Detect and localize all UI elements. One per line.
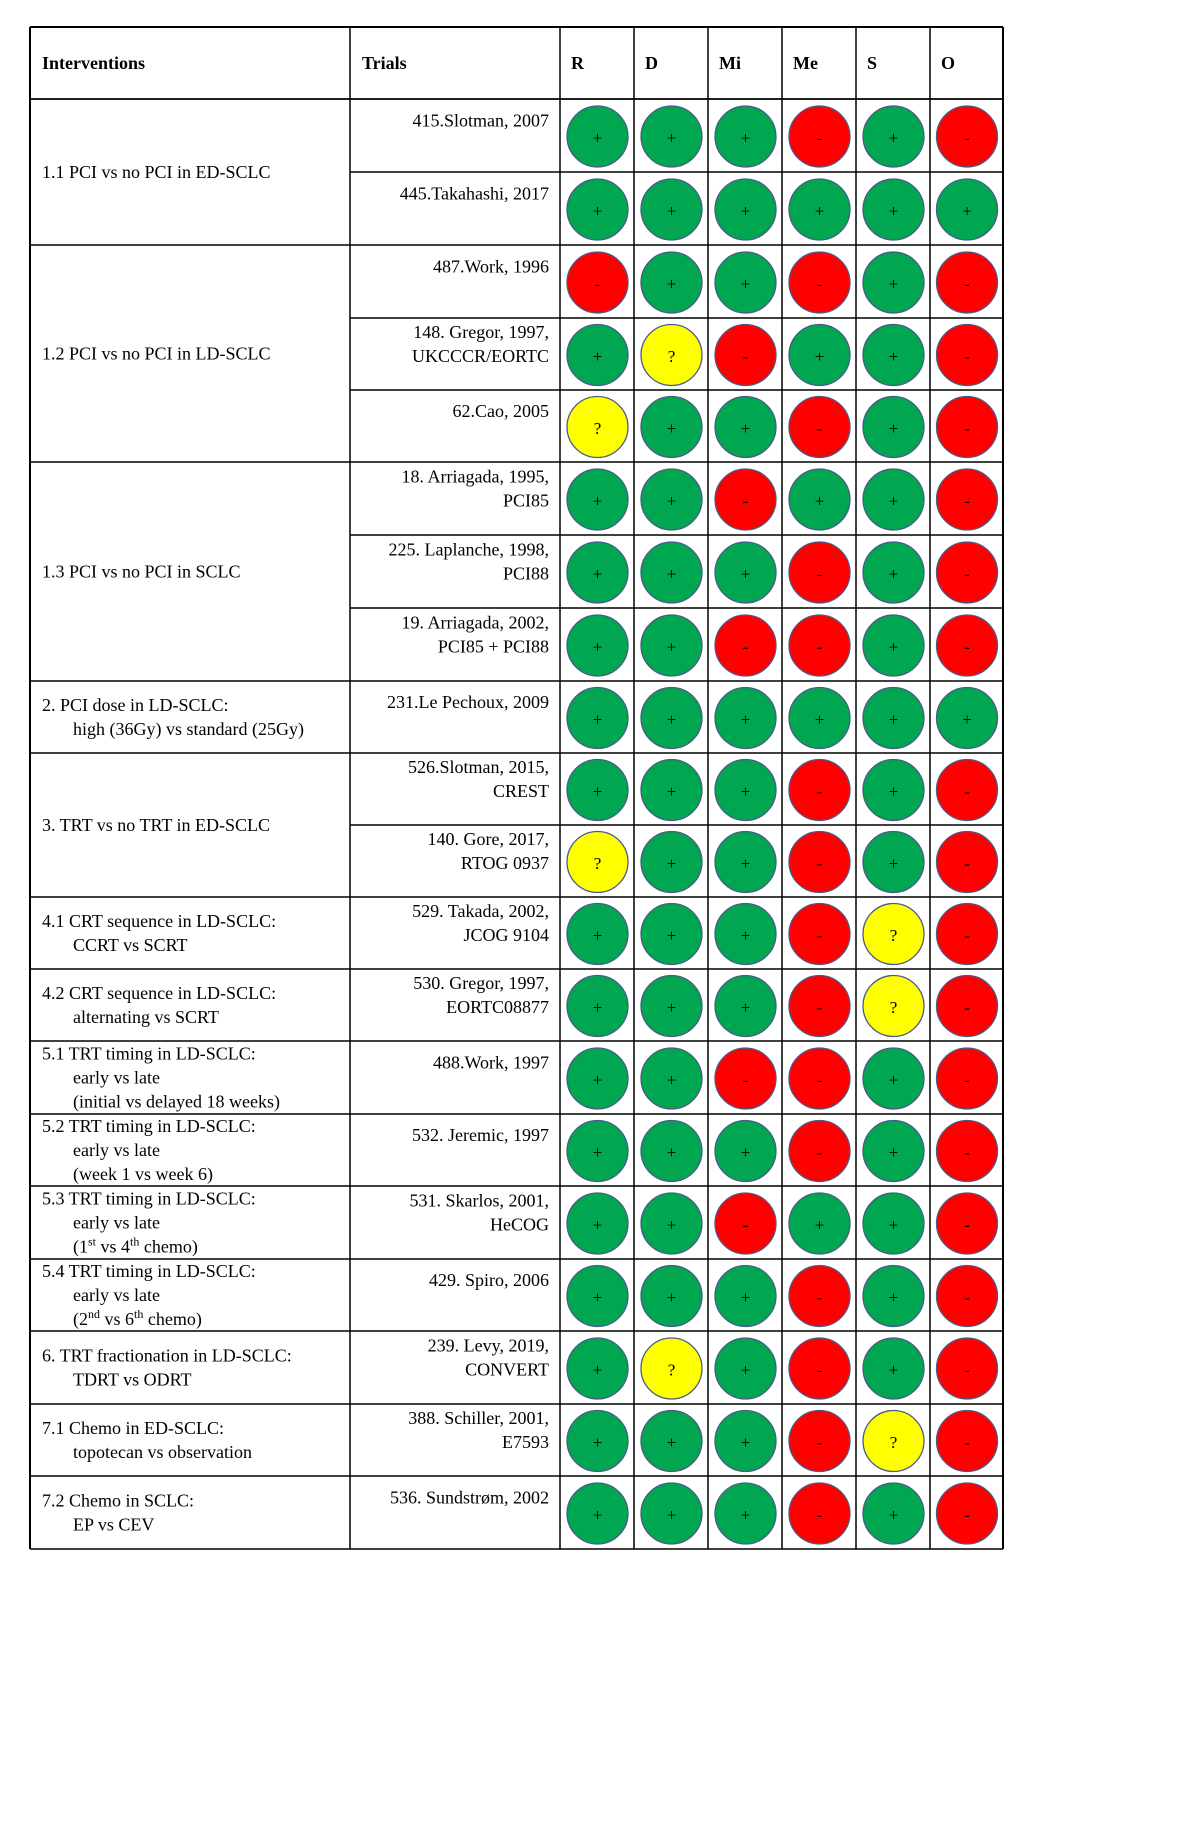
rating-mi-symbol: + xyxy=(740,274,751,294)
rating-mi-symbol: + xyxy=(740,710,751,729)
intervention-label: (week 1 vs week 6) xyxy=(73,1164,213,1184)
rating-me-symbol: - xyxy=(816,926,823,945)
intervention-label: 4.1 CRT sequence in LD-SCLC: xyxy=(42,911,277,931)
rating-me-symbol: + xyxy=(814,201,825,221)
trial-name: PCI88 xyxy=(502,563,549,584)
rating-r-symbol: + xyxy=(592,1215,603,1235)
rating-d-symbol: ? xyxy=(667,1360,676,1380)
intervention-label: 5.3 TRT timing in LD-SCLC: xyxy=(42,1188,256,1209)
trial-name: 18. Arriagada, 1995, xyxy=(401,466,549,487)
rating-d-symbol: + xyxy=(666,564,677,584)
trial-name: 487.Work, 1996 xyxy=(432,256,549,277)
intervention-label: early vs late xyxy=(73,1067,160,1088)
rating-s-symbol: + xyxy=(888,854,899,873)
trial-name: 531. Skarlos, 2001, xyxy=(409,1190,549,1211)
trial-name: 231.Le Pechoux, 2009 xyxy=(387,692,549,712)
intervention-label: TDRT vs ODRT xyxy=(73,1369,192,1390)
rating-s-symbol: + xyxy=(888,128,899,148)
rating-me-symbol: - xyxy=(816,998,823,1017)
rating-s-symbol: + xyxy=(888,710,899,729)
trial-name: 488.Work, 1997 xyxy=(432,1052,549,1073)
rating-d-symbol: + xyxy=(666,1505,677,1525)
rating-s-symbol: + xyxy=(888,1288,899,1307)
rating-mi-symbol: + xyxy=(740,998,751,1017)
trial-name: CREST xyxy=(492,781,549,801)
intervention-label: high (36Gy) vs standard (25Gy) xyxy=(73,719,304,739)
rating-d-symbol: + xyxy=(666,1215,677,1235)
rating-o-symbol: - xyxy=(964,1433,970,1452)
rating-d-symbol: + xyxy=(666,1288,677,1307)
rating-me-symbol: + xyxy=(814,1215,825,1235)
intervention-label: (2nd vs 6th chemo) xyxy=(73,1307,202,1329)
rating-s-symbol: + xyxy=(888,1070,899,1090)
rating-mi-symbol: + xyxy=(740,782,751,801)
rating-d-symbol: + xyxy=(666,201,677,221)
rating-o-symbol: - xyxy=(964,419,970,438)
rating-s-symbol: + xyxy=(888,274,899,294)
rating-s-symbol: + xyxy=(888,491,899,511)
trial-name: 415.Slotman, 2007 xyxy=(412,110,549,131)
header-me: Me xyxy=(793,53,818,73)
intervention-label: early vs late xyxy=(73,1285,160,1305)
rating-d-symbol: + xyxy=(666,710,677,729)
rating-mi-symbol: + xyxy=(740,1288,751,1307)
rating-d-symbol: + xyxy=(666,419,677,438)
rating-s-symbol: ? xyxy=(889,1433,898,1452)
trial-name: 429. Spiro, 2006 xyxy=(428,1270,549,1290)
intervention-label: 7.2 Chemo in SCLC: xyxy=(42,1490,195,1511)
rating-s-symbol: ? xyxy=(889,926,898,945)
rating-mi-symbol: - xyxy=(742,1070,749,1090)
rating-me-symbol: - xyxy=(816,564,823,584)
rating-mi-symbol: + xyxy=(740,419,751,438)
rating-r-symbol: + xyxy=(592,1360,603,1380)
rating-s-symbol: + xyxy=(888,1360,899,1380)
trial-name: 140. Gore, 2017, xyxy=(427,829,549,849)
intervention-label: alternating vs SCRT xyxy=(73,1007,219,1027)
intervention-label: early vs late xyxy=(73,1140,160,1160)
rating-me-symbol: - xyxy=(816,782,823,801)
rating-me-symbol: + xyxy=(814,710,825,729)
rating-o-symbol: - xyxy=(964,347,970,366)
intervention-label: 1.2 PCI vs no PCI in LD-SCLC xyxy=(42,343,271,364)
rating-mi-symbol: - xyxy=(742,491,749,511)
rating-me-symbol: - xyxy=(816,854,823,873)
rating-s-symbol: + xyxy=(888,201,899,221)
trial-name: JCOG 9104 xyxy=(463,925,549,945)
header-s: S xyxy=(867,53,878,73)
trial-name: 536. Sundstrøm, 2002 xyxy=(389,1487,549,1508)
trial-name: 19. Arriagada, 2002, xyxy=(401,612,549,633)
intervention-label: 5.4 TRT timing in LD-SCLC: xyxy=(42,1261,256,1281)
rating-me-symbol: + xyxy=(814,491,825,511)
rating-s-symbol: + xyxy=(888,782,899,801)
rating-d-symbol: + xyxy=(666,926,677,945)
rating-o-symbol: + xyxy=(962,201,972,221)
rating-d-symbol: + xyxy=(666,1070,677,1090)
intervention-label: 1.1 PCI vs no PCI in ED-SCLC xyxy=(42,162,271,182)
rating-r-symbol: + xyxy=(592,710,603,729)
rating-r-symbol: + xyxy=(592,128,603,148)
intervention-label: 1.3 PCI vs no PCI in SCLC xyxy=(42,561,241,582)
header-mi: Mi xyxy=(719,53,741,73)
rating-me-symbol: - xyxy=(816,637,823,657)
rating-s-symbol: + xyxy=(888,347,899,366)
rating-s-symbol: + xyxy=(888,1505,899,1525)
rating-me-symbol: - xyxy=(816,128,823,148)
rating-d-symbol: + xyxy=(666,998,677,1017)
trial-name: PCI85 + PCI88 xyxy=(437,636,549,657)
rating-o-symbol: + xyxy=(962,710,972,729)
intervention-label: EP vs CEV xyxy=(73,1514,155,1535)
intervention-label: 3. TRT vs no TRT in ED-SCLC xyxy=(42,815,271,835)
rating-d-symbol: + xyxy=(666,637,677,657)
trial-name: RTOG 0937 xyxy=(460,853,549,873)
trial-name: UKCCCR/EORTC xyxy=(412,346,549,366)
rating-d-symbol: + xyxy=(666,274,677,294)
rating-me-symbol: - xyxy=(816,1360,823,1380)
rating-o-symbol: - xyxy=(964,491,970,511)
header-interventions: Interventions xyxy=(42,53,145,73)
rating-d-symbol: + xyxy=(666,854,677,873)
intervention-label: 6. TRT fractionation in LD-SCLC: xyxy=(42,1345,292,1366)
intervention-label: 4.2 CRT sequence in LD-SCLC: xyxy=(42,983,277,1003)
rating-mi-symbol: - xyxy=(742,1215,749,1235)
rating-d-symbol: ? xyxy=(667,347,676,366)
rating-me-symbol: - xyxy=(816,1143,823,1162)
rating-o-symbol: - xyxy=(964,782,970,801)
intervention-label: early vs late xyxy=(73,1212,160,1233)
rating-r-symbol: + xyxy=(592,347,603,366)
header-o: O xyxy=(941,53,956,73)
trial-name: PCI85 xyxy=(502,490,549,511)
rating-me-symbol: + xyxy=(814,347,825,366)
intervention-label: 7.1 Chemo in ED-SCLC: xyxy=(42,1418,225,1438)
rating-me-symbol: - xyxy=(816,419,823,438)
header-r: R xyxy=(571,53,584,73)
rating-d-symbol: + xyxy=(666,1143,677,1162)
rating-o-symbol: - xyxy=(964,637,970,657)
rating-s-symbol: + xyxy=(888,637,899,657)
rating-s-symbol: + xyxy=(888,564,899,584)
trial-name: 529. Takada, 2002, xyxy=(412,901,549,921)
rating-mi-symbol: - xyxy=(742,347,749,366)
trial-name: 148. Gregor, 1997, xyxy=(413,322,549,342)
rating-o-symbol: - xyxy=(964,1070,970,1090)
intervention-label: 5.1 TRT timing in LD-SCLC: xyxy=(42,1043,256,1064)
rating-r-symbol: ? xyxy=(593,419,602,438)
trial-name: 526.Slotman, 2015, xyxy=(407,757,549,777)
rating-me-symbol: - xyxy=(816,1505,823,1525)
rating-o-symbol: - xyxy=(964,1143,970,1162)
trial-name: 225. Laplanche, 1998, xyxy=(388,539,549,560)
rating-d-symbol: + xyxy=(666,491,677,511)
rating-me-symbol: - xyxy=(816,274,823,294)
rating-d-symbol: + xyxy=(666,128,677,148)
intervention-label: topotecan vs observation xyxy=(73,1442,252,1462)
rating-o-symbol: - xyxy=(964,564,970,584)
rating-s-symbol: + xyxy=(888,1143,899,1162)
rating-r-symbol: + xyxy=(592,782,603,801)
trial-name: 239. Levy, 2019, xyxy=(427,1335,549,1356)
trial-name: E7593 xyxy=(502,1432,549,1452)
rating-s-symbol: ? xyxy=(889,998,898,1017)
rating-s-symbol: + xyxy=(888,419,899,438)
rating-mi-symbol: + xyxy=(740,1433,751,1452)
rating-o-symbol: - xyxy=(964,926,970,945)
rating-o-symbol: - xyxy=(964,128,970,148)
rating-mi-symbol: + xyxy=(740,128,751,148)
rating-r-symbol: + xyxy=(592,998,603,1017)
trial-name: 445.Takahashi, 2017 xyxy=(399,183,549,204)
header-trials: Trials xyxy=(362,53,407,73)
trial-name: 62.Cao, 2005 xyxy=(452,401,549,421)
rating-r-symbol: + xyxy=(592,201,603,221)
intervention-label: 2. PCI dose in LD-SCLC: xyxy=(42,695,229,715)
rating-s-symbol: + xyxy=(888,1215,899,1235)
trial-name: CONVERT xyxy=(465,1359,549,1380)
rating-mi-symbol: + xyxy=(740,854,751,873)
rating-mi-symbol: + xyxy=(740,1505,751,1525)
intervention-label: (1st vs 4th chemo) xyxy=(73,1234,198,1257)
header-d: D xyxy=(645,53,658,73)
rating-r-symbol: ? xyxy=(593,854,602,873)
rating-me-symbol: - xyxy=(816,1288,823,1307)
rating-o-symbol: - xyxy=(964,274,970,294)
rating-r-symbol: + xyxy=(592,926,603,945)
rating-mi-symbol: + xyxy=(740,564,751,584)
rating-d-symbol: + xyxy=(666,1433,677,1452)
rating-r-symbol: + xyxy=(592,564,603,584)
rating-o-symbol: - xyxy=(964,1288,970,1307)
rating-o-symbol: - xyxy=(964,1360,970,1380)
intervention-label: 5.2 TRT timing in LD-SCLC: xyxy=(42,1116,256,1136)
rating-r-symbol: - xyxy=(594,274,601,294)
rating-mi-symbol: + xyxy=(740,926,751,945)
rating-r-symbol: + xyxy=(592,1433,603,1452)
intervention-label: (initial vs delayed 18 weeks) xyxy=(73,1091,280,1112)
rating-r-symbol: + xyxy=(592,1505,603,1525)
rating-o-symbol: - xyxy=(964,1215,970,1235)
rating-mi-symbol: - xyxy=(742,637,749,657)
rating-mi-symbol: + xyxy=(740,1143,751,1162)
rating-o-symbol: - xyxy=(964,998,970,1017)
rating-mi-symbol: + xyxy=(740,1360,751,1380)
intervention-label: CCRT vs SCRT xyxy=(73,935,188,955)
rating-o-symbol: - xyxy=(964,854,970,873)
rating-r-symbol: + xyxy=(592,637,603,657)
rating-me-symbol: - xyxy=(816,1433,823,1452)
rating-mi-symbol: + xyxy=(740,201,751,221)
rating-o-symbol: - xyxy=(964,1505,970,1525)
rating-me-symbol: - xyxy=(816,1070,823,1090)
rating-r-symbol: + xyxy=(592,1288,603,1307)
rating-r-symbol: + xyxy=(592,1070,603,1090)
trial-name: 532. Jeremic, 1997 xyxy=(412,1125,549,1145)
trial-name: HeCOG xyxy=(490,1214,549,1235)
rating-r-symbol: + xyxy=(592,491,603,511)
rating-r-symbol: + xyxy=(592,1143,603,1162)
trial-name: 388. Schiller, 2001, xyxy=(408,1408,549,1428)
rating-d-symbol: + xyxy=(666,782,677,801)
trial-name: 530. Gregor, 1997, xyxy=(413,973,549,993)
trial-name: EORTC08877 xyxy=(446,997,549,1017)
